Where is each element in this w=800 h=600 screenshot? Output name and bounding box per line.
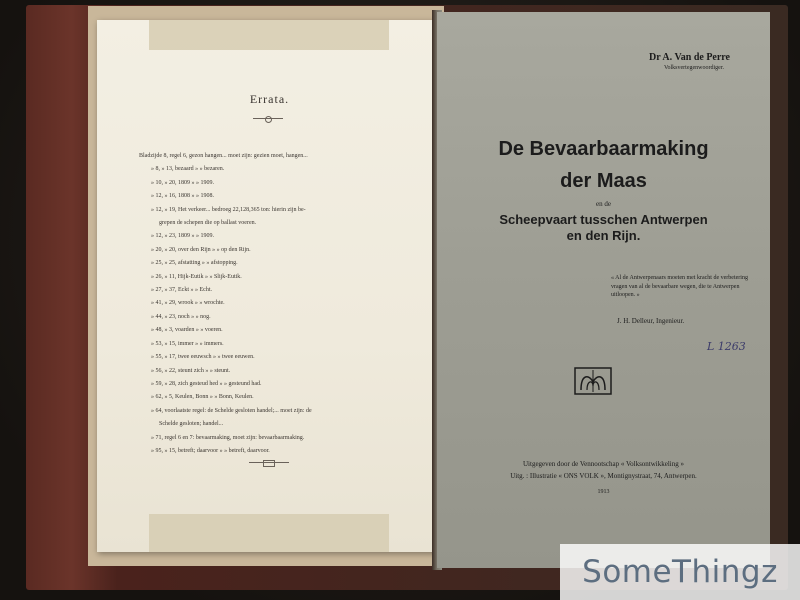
watermark-logo: SomeThingz — [560, 544, 800, 600]
errata-list — [139, 150, 409, 458]
epigraph-author: J. H. Delleur, Ingenieur. — [617, 317, 685, 325]
errata-line: » 27, » 37, Eckt » » Echt. — [151, 287, 212, 294]
errata-line: » 55, » 17, twee eeuwsch » » twee eeuwen. — [151, 354, 255, 361]
tape-strip-bottom — [149, 514, 389, 552]
book-title-line2: der Maas — [560, 170, 647, 192]
errata-line: » 71, regel 6 en 7: bevaarmaking, moet zijn: bevaarbaarmaking. — [151, 434, 305, 441]
book-title-line1: De Bevaarbaarmaking — [498, 138, 709, 160]
book-subtitle-line2: en den Rijn. — [566, 228, 641, 243]
title-page — [437, 12, 770, 568]
errata-line: » 64, voorlaatste regel: de Schelde gesloten handel;... moet zijn: de — [151, 407, 312, 414]
errata-line: » 20, » 20, over den Rijn » » op den Rijn. — [151, 246, 251, 253]
ornament-emblem-icon — [573, 364, 613, 398]
errata-line: » 10, » 20, 1809 » » 1909. — [151, 179, 214, 186]
errata-line: » 56, » 22, steunt zich » » steunt. — [151, 367, 231, 374]
errata-line: Bladzijde 8, regel 6, gezon hangen... moet zijn: gezien moet, hangen... — [139, 153, 308, 159]
title-connector: en de — [596, 200, 611, 208]
ornament-divider-bottom — [249, 462, 289, 463]
publication-year: 1913 — [597, 489, 610, 495]
errata-line: » 26, » 11, Hijk-Eutik » » Slijk-Eutik. — [151, 273, 242, 280]
errata-line: » 12, » 23, 1809 » » 1909. — [151, 233, 214, 240]
errata-line: grepen de schepen die op ballast voeren. — [159, 220, 257, 227]
tape-strip-top — [149, 20, 389, 50]
publisher-line1: Uitgegeven door de Vennootschap « Volksontwikkeling » — [523, 460, 684, 468]
author-role: Volksvertegenwoordiger. — [663, 65, 724, 71]
errata-line: » 12, » 16, 1808 » » 1908. — [151, 193, 214, 200]
author-name: Dr A. Van de Perre — [648, 52, 730, 63]
pencil-annotation: L 1263 — [707, 340, 746, 353]
errata-line: » 12, » 19, Het verkeer... bedroeg 22,128,365 ton: hierin zijn be- — [151, 206, 306, 213]
errata-line: Schelde gesloten; handel... — [159, 421, 224, 428]
ornament-divider — [253, 118, 283, 121]
errata-line: » 8, » 13, bezaard » » bezaren. — [151, 166, 225, 173]
errata-line: » 59, » 28, zich gesteud hed » » gesteund had. — [151, 380, 262, 387]
errata-line: » 48, » 3, voarden » » voeren. — [151, 327, 223, 334]
book-subtitle-line1: Scheepvaart tusschen Antwerpen — [499, 212, 708, 227]
errata-title: Errata. — [249, 92, 290, 106]
errata-line: » 95, » 15, betreft; daarvoor » » betreft, daarvoor. — [151, 447, 270, 454]
errata-line: » 53, » 15, immer » » immers. — [151, 340, 224, 347]
errata-line: » 25, » 25, afstatting » » afstopping. — [151, 260, 238, 267]
errata-line: » 44, » 23, noch » » nog. — [151, 313, 211, 320]
errata-line: » 41, » 29, wrook » » wrochte. — [151, 300, 225, 307]
epigraph-quote: « Al de Antwerpenaars moeten met kracht de verbetering vragen van al de bevaarbare wegen, die te Antwerpen uitloopen. » — [611, 275, 748, 298]
errata-line: » 62, » 5, Keulen, Bonn » » Bonn, Keulen. — [151, 394, 254, 401]
publisher-line2: Uitg. : Illustratie « ONS VOLK », Montignystraat, 74, Antwerpen. — [510, 472, 697, 480]
errata-sheet — [97, 20, 442, 552]
